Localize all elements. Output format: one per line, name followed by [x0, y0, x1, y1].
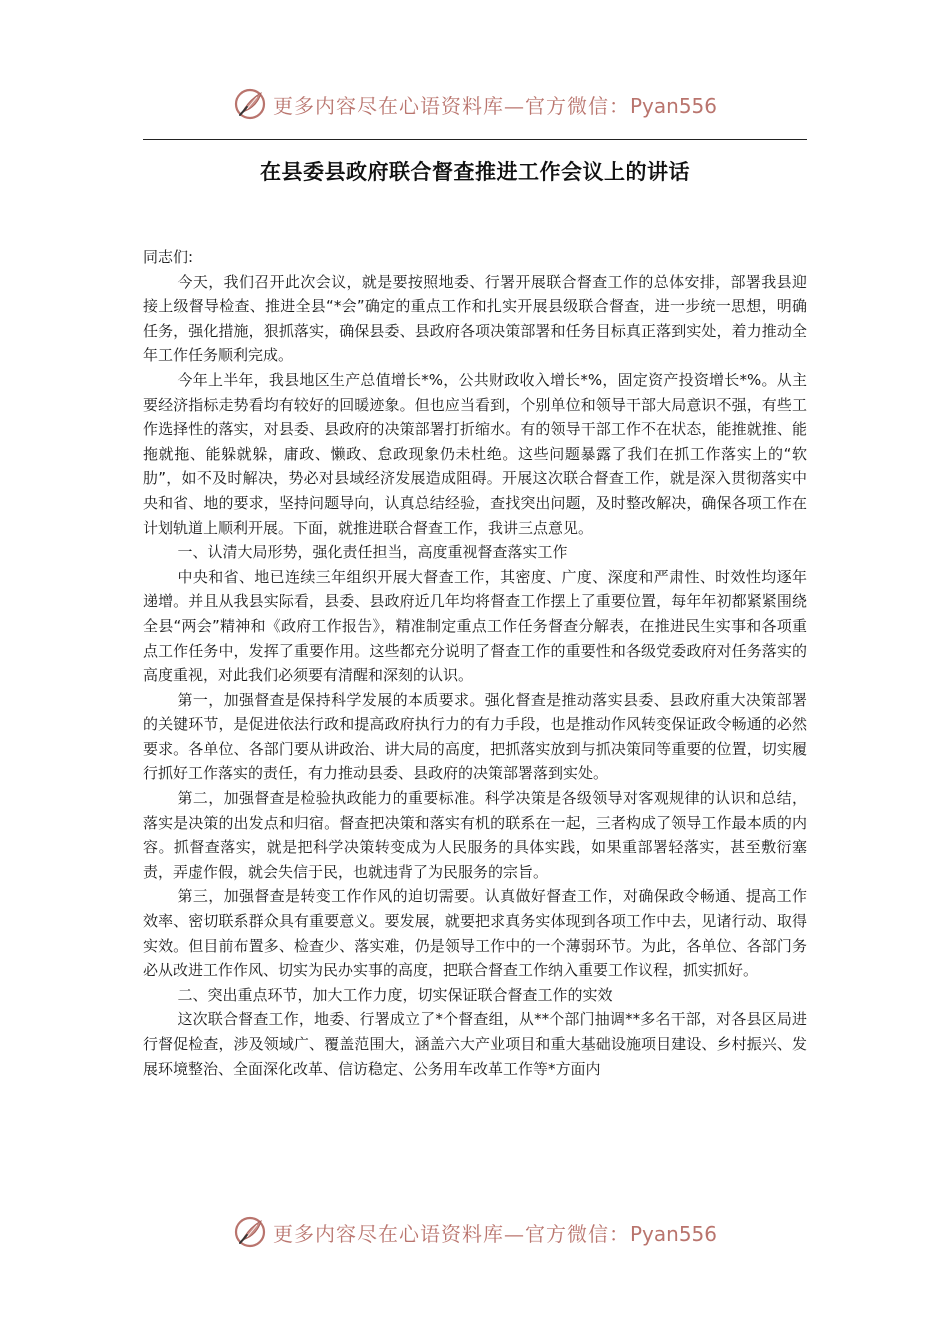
header-divider — [143, 139, 807, 140]
page-title: 在县委县政府联合督查推进工作会议上的讲话 — [260, 160, 690, 184]
paragraph: 中央和省、地已连续三年组织开展大督查工作，其密度、广度、深度和严肃性、时效性均逐年递增。并且从我县实际看，县委、县政府近几年均将督查工作摆上了重要位置，每年年初都紧紧围绕全县“两会”精神和《政府工作报告》，精准制定重点工作任务督查分解表，在推进民生实事和各项重点工作任务中，发挥了重要作用。这些都充分说明了督查工作的重要性和各级党委政府对任务落实的高度重视，对此我们必须要有清醒和深刻的认识。 — [143, 567, 807, 685]
section-heading: 一、认清大局形势，强化责任担当，高度重视督查落实工作 — [177, 543, 568, 562]
paragraph: 第三，加强督查是转变工作作风的迫切需要。认真做好督查工作，对确保政令畅通、提高工作效率、密切联系群众具有重要意义。要发展，就要把求真务实体现到各项工作中去，见诸行动、取得实效。但目前布置多、检查少、落实难，仍是领导工作中的一个薄弱环节。为此，各单位、各部门务必从改进工作作风、切实为民办实事的高度，把联合督查工作纳入重要工作议程，抓实抓好。 — [143, 887, 807, 980]
paragraph: 这次联合督查工作，地委、行署成立了*个督查组，从**个部门抽调**多名干部，对各县区局进行督促检查，涉及领域广、覆盖范围大，涵盖六大产业项目和重大基础设施项目建设、乡村振兴、发展环境整治、全面深化改革、信访稳定、公务用车改革工作等*方面内 — [143, 1010, 807, 1078]
paragraph: 第一，加强督查是保持科学发展的本质要求。强化督查是推动落实县委、县政府重大决策部署的关键环节，是促进依法行政和提高政府执行力的有力手段，也是推动作风转变保证政令畅通的必然要求。各单位、各部门要从讲政治、讲大局的高度，把抓落实放到与抓决策同等重要的位置，切实履行抓好工作落实的责任，有力推动县委、县政府的决策部署落到实处。 — [143, 690, 807, 783]
feather-pen-logo-icon — [233, 87, 267, 121]
salutation: 同志们: — [143, 248, 194, 266]
watermark-handle: Pyan556 — [629, 1221, 717, 1246]
paragraph: 今天，我们召开此次会议，就是要按照地委、行署开展联合督查工作的总体安排，部署我县迎接上级督导检查、推进全县“*会”确定的重点工作和扎实开展县级联合督查，进一步统一思想，明确任务，强化措施，狠抓落实，确保县委、县政府各项决策部署和任务目标真正落到实处，着力推动全年工作任务顺利完成。 — [143, 272, 807, 365]
watermark-text: 更多内容尽在心语资料库—官方微信：Pyan556 — [272, 1221, 717, 1246]
paragraph: 今年上半年，我县地区生产总值增长*%，公共财政收入增长*%，固定资产投资增长*%。从主要经济指标走势看均有较好的回暖迹象。但也应当看到，个别单位和领导干部大局意识不强，有些工作选择性的落实，对县委、县政府的决策部署打折缩水。有的领导干部工作不在状态，能推就推、能拖就拖、能躲就躲，庸政、懒政、怠政现象仍未杜绝。这些问题暴露了我们在抓工作落实上的“软肋”，如不及时解决，势必对县域经济发展造成阻碍。开展这次联合督查工作，就是深入贯彻落实中央和省、地的要求，坚持问题导向，认真总结经验，查找突出问题，及时整改解决，确保各项工作在计划轨道上顺利开展。下面，就推进联合督查工作，我讲三点意见。 — [143, 370, 807, 537]
document-body — [143, 245, 807, 1081]
section-heading: 二、突出重点环节，加大工作力度，切实保证联合督查工作的实效 — [177, 985, 613, 1004]
paragraph: 第二，加强督查是检验执政能力的重要标准。科学决策是各级领导对客观规律的认识和总结，落实是决策的出发点和归宿。督查把决策和落实有机的联系在一起，三者构成了领导工作最本质的内容。抓督查落实，就是把科学决策转变成为人民服务的具体实践，如果重部署轻落实，甚至敷衍塞责，弄虚作假，就会失信于民，也就违背了为民服务的宗旨。 — [143, 789, 807, 881]
watermark-banner-bottom — [0, 1210, 950, 1254]
watermark-handle: Pyan556 — [629, 93, 717, 118]
watermark-banner-top — [0, 82, 950, 126]
watermark-text: 更多内容尽在心语资料库—官方微信：Pyan556 — [272, 93, 717, 118]
feather-pen-logo-icon — [233, 1215, 267, 1249]
